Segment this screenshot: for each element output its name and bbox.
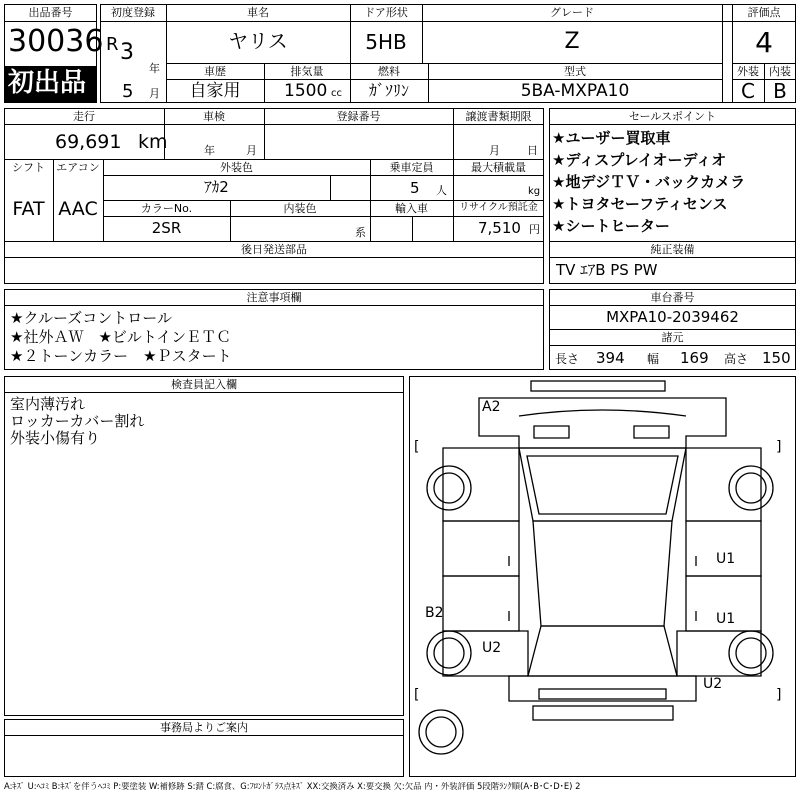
height-label: 高さ: [724, 352, 749, 366]
door-label: ドア形状: [364, 6, 408, 19]
listing-number-label: 出品番号: [28, 6, 73, 19]
damage-mark-a2: A2: [482, 399, 501, 415]
capacity: 5: [410, 179, 420, 197]
transfer-docs-label: 譲渡書類期限: [465, 110, 532, 123]
sales-point-item: ★地デジＴＶ・バックカメラ: [552, 173, 746, 191]
damage-mark-u2-right: U2: [703, 676, 723, 692]
bracket-rear-left: [: [414, 687, 420, 703]
caution-line: ★クルーズコントロール: [10, 309, 172, 327]
inspection-label: 車検: [203, 110, 225, 123]
equipment-label: 純正装備: [650, 243, 695, 256]
aircon-label: エアコン: [56, 161, 100, 174]
later-parts-label: 後日発送部品: [241, 243, 307, 256]
interior-grade: B: [773, 79, 787, 103]
exterior-color-label: 外装色: [220, 161, 253, 174]
cautions-label: 注意事項欄: [246, 291, 302, 304]
door-type: 5HB: [365, 30, 407, 54]
office-label: 事務局よりご案内: [160, 721, 248, 734]
reg-number-label: 登録番号: [336, 110, 381, 123]
equipment: TV ｴｱB PS PW: [556, 261, 658, 279]
registration-year: 3: [120, 40, 134, 65]
damage-mark-u2-left: U2: [482, 640, 502, 656]
first-listing-text: 初出品: [8, 68, 87, 98]
grade: Z: [564, 29, 580, 54]
fuel: ｶﾞｿﾘﾝ: [368, 81, 409, 100]
legend: A:ｷｽﾞ U:ﾍｺﾐ B:ｷｽﾞを伴うﾍｺﾐ P:要塗装 W:補修跡 S:錆 C:腐食、G:ﾌﾛﾝﾄｶﾞﾗｽ点ｷｽﾞ XX:交換済み X:要交換 欠:欠品 内・外装評価 5段階ﾗﾝｸ順(A･B･C･D･E) 2: [4, 782, 581, 791]
displacement-unit: cc: [331, 88, 342, 99]
score-label: 評価点: [747, 6, 781, 19]
grade-label: グレード: [550, 6, 594, 19]
history-label: 車歴: [204, 65, 226, 78]
sales-point-item: ★トヨタセーフティセンス: [552, 195, 728, 213]
transfer-day-unit: 日: [527, 144, 538, 157]
car-diagram: [409, 376, 796, 777]
chassis-number: MXPA10-2039462: [606, 308, 739, 326]
max-load-label: 最大積載量: [471, 161, 526, 174]
interior-color-label: 内装色: [283, 202, 317, 215]
mileage-label: 走行: [73, 110, 95, 123]
bracket-front-left: [: [414, 439, 420, 455]
displacement-label: 排気量: [290, 65, 324, 78]
bracket-rear-right: ]: [776, 687, 782, 703]
color-no-label: カラーNo.: [140, 202, 193, 215]
registration-label: 初度登録: [111, 6, 155, 19]
inspection-year-unit: 年: [204, 144, 215, 157]
car-name-label: 車名: [247, 6, 269, 19]
model-code: 5BA-MXPA10: [520, 81, 630, 101]
interior-color-unit: 系: [355, 226, 366, 239]
exterior-grade-label: 外装: [737, 65, 759, 78]
registration-year-unit: 年: [149, 62, 160, 75]
import-car-label: 輸入車: [395, 202, 428, 215]
inspector-label: 検査員記入欄: [171, 378, 237, 391]
capacity-label: 乗車定員: [389, 161, 434, 174]
fuel-label: 燃料: [378, 65, 400, 78]
chassis-label: 車台番号: [650, 291, 695, 304]
displacement: 1500: [284, 81, 328, 101]
sales-point-item: ★ユーザー買取車: [552, 129, 671, 147]
transfer-month-unit: 月: [489, 144, 500, 157]
damage-mark-u1-rear: U1: [716, 611, 736, 627]
max-load-unit: kg: [528, 186, 541, 197]
width: 169: [680, 349, 709, 367]
height: 150: [762, 349, 791, 367]
score: 4: [755, 26, 773, 59]
caution-line: ★社外ＡＷ ★ビルトインＥＴＣ: [10, 328, 232, 346]
inspector-note: 外装小傷有り: [10, 429, 101, 447]
capacity-unit: 人: [436, 184, 447, 197]
aircon: AAC: [58, 198, 98, 220]
inspection-month-unit: 月: [246, 144, 257, 157]
length-label: 長さ: [555, 352, 580, 366]
sales-point-item: ★ディスプレイオーディオ: [552, 151, 727, 169]
bracket-front-right: ]: [776, 439, 782, 455]
registration-month: 5: [122, 81, 134, 102]
specs-label: 諸元: [661, 331, 684, 344]
inspector-note: 室内薄汚れ: [10, 395, 86, 413]
mileage-unit: km: [138, 131, 168, 153]
recycle-fee: 7,510: [478, 219, 521, 237]
model-code-label: 型式: [564, 65, 586, 78]
damage-mark-b2: B2: [425, 605, 444, 621]
sales-point-item: ★シートヒーター: [552, 217, 670, 235]
width-label: 幅: [647, 352, 660, 366]
recycle-label: リサイクル預託金: [459, 202, 538, 213]
registration-month-unit: 月: [149, 87, 160, 100]
listing-number: 30036: [8, 24, 104, 59]
sales-points-label: セールスポイント: [628, 110, 716, 123]
recycle-unit: 円: [529, 223, 540, 236]
history: 自家用: [189, 81, 241, 101]
shift: FAT: [12, 198, 45, 220]
color-no: 2SR: [151, 219, 182, 237]
exterior-grade: C: [741, 79, 755, 103]
shift-label: シフト: [12, 161, 45, 174]
registration-era: R: [106, 34, 119, 55]
exterior-color: ｱｶ2: [204, 178, 229, 196]
mileage: 69,691: [55, 131, 122, 153]
inspector-note: ロッカーカバー割れ: [10, 412, 145, 430]
caution-line: ★２トーンカラー ★Ｐスタート: [10, 347, 232, 365]
damage-mark-u1-front: U1: [716, 551, 736, 567]
interior-grade-label: 内装: [769, 65, 791, 78]
length: 394: [596, 349, 625, 367]
car-name: ヤリス: [228, 29, 288, 53]
